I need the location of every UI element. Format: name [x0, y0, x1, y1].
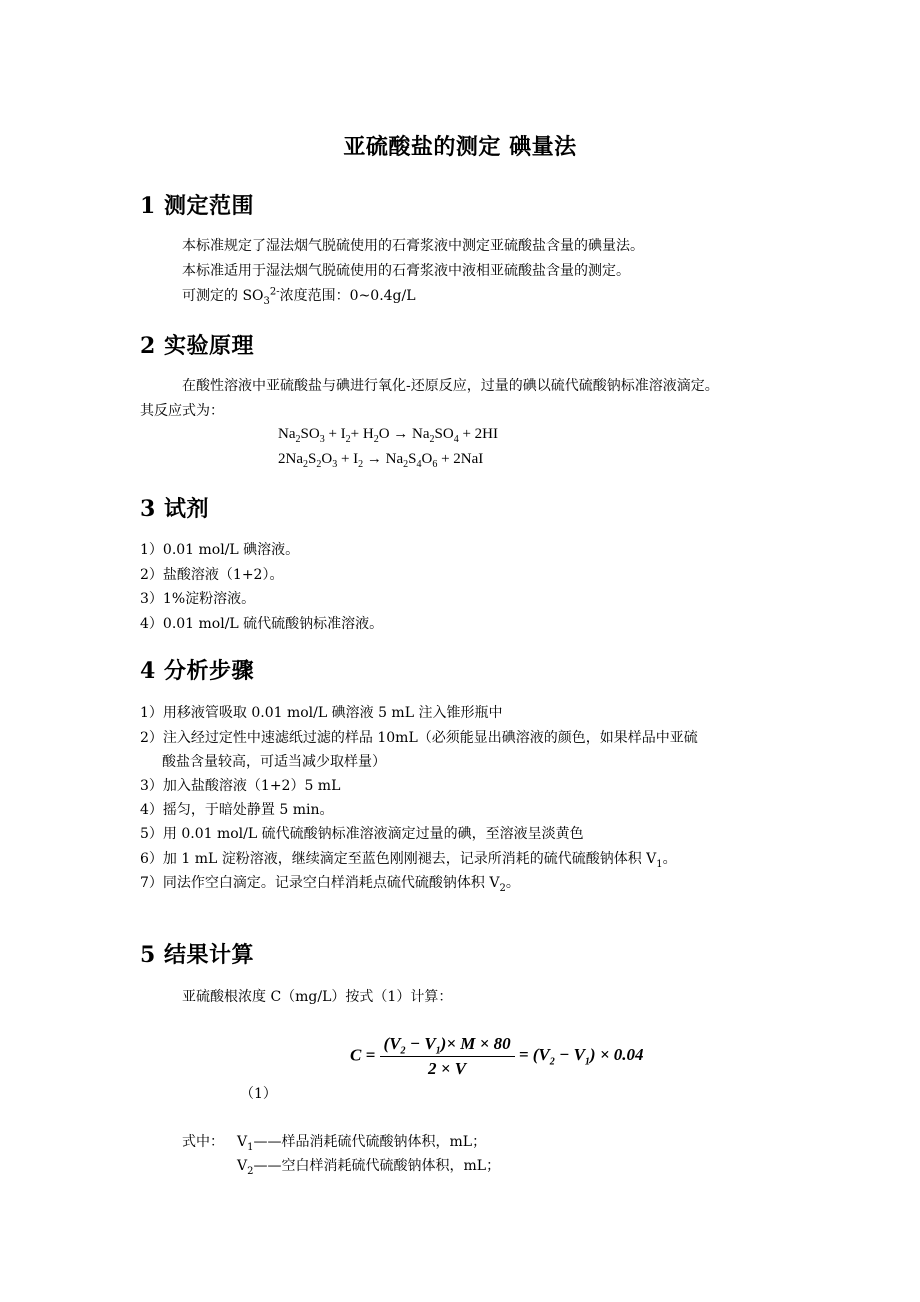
procedure-step-4: 4）摇匀，于暗处静置 5 min。 — [140, 802, 334, 818]
reaction-equation-2: $2Na_2S_2O_3 + I_2 \to Na_2S_4O_6 + 2NaI$ — [278, 451, 484, 470]
procedure-step-3: 3）加入盐酸溶液（1+2）5 mL — [140, 778, 341, 794]
section-heading-principle: 2 实验原理 — [140, 333, 254, 359]
section-heading-calculation: 5 结果计算 — [140, 942, 254, 968]
reaction-equation-1: $Na_2SO_3 + I_2+ H_2O \to Na_2SO_4 + 2HI$ — [278, 426, 499, 445]
equation-number: （1） — [240, 1086, 277, 1102]
principle-text-a: 在酸性溶液中亚硫酸盐与碘进行氧化-还原反应，过量的碘以硫代硫酸钠标准溶液滴定。 — [182, 378, 719, 394]
reagent-item: 1）0.01 mol/L 碘溶液。 — [140, 542, 300, 558]
procedure-step-2: 2）注入经过定性中速滤纸过滤的样品 10mL（必须能显出碘溶液的颜色，如果样品中亚硫 — [140, 730, 698, 746]
reagent-item: 2）盐酸溶液（1+2）。 — [140, 567, 284, 583]
reagent-item: 4）0.01 mol/L 硫代硫酸钠标准溶液。 — [140, 616, 384, 632]
procedure-step-6: 6）加 1 mL 淀粉溶液，继续滴定至蓝色刚刚褪去，记录所消耗的硫代硫酸钠体积 $V_1$。 — [140, 851, 677, 870]
procedure-step-2-continued: 酸盐含量较高，可适当减少取样量） — [162, 754, 386, 770]
where-label: 式中： — [182, 1134, 224, 1150]
section-heading-procedure: 4 分析步骤 — [140, 658, 254, 684]
document-title: 亚硫酸盐的测定 碘量法 — [343, 134, 577, 160]
calculation-intro: 亚硫酸根浓度 C（mg/L）按式（1）计算： — [182, 989, 453, 1005]
concentration-formula: C = $\frac{(V_2 - V_1)\times M \times 80}{2 \times V}$ = $(V_2 - V_1) \times 0.04$ — [350, 1034, 644, 1078]
scope-line-3: 可测定的 $SO_3^{2-}$浓度范围：0~0.4g/L — [182, 286, 416, 307]
section-heading-scope: 1 测定范围 — [140, 193, 254, 219]
formula-denominator: 2 × V — [428, 1059, 467, 1078]
procedure-step-7: 7）同法作空白滴定。记录空白样消耗点硫代硫酸钠体积 $V_2$。 — [140, 875, 520, 894]
formula-fraction — [380, 1034, 515, 1079]
formula-rhs: = $(V_2 - V_1) \times 0.04$ — [518, 1045, 644, 1068]
scope-line-1: 本标准规定了湿法烟气脱硫使用的石膏浆液中测定亚硫酸盐含量的碘量法。 — [182, 238, 644, 254]
reagent-item: 3）1%淀粉溶液。 — [140, 591, 256, 607]
formula-numerator: $(V_2 - V_1)\times M \times 80$ — [380, 1034, 515, 1057]
procedure-step-1: 1）用移液管吸取 0.01 mol/L 碘溶液 5 mL 注入锥形瓶中 — [140, 705, 503, 721]
procedure-step-5: 5）用 0.01 mol/L 硫代硫酸钠标准溶液滴定过量的碘，至溶液呈淡黄色 — [140, 826, 584, 842]
scope-line-2: 本标准适用于湿法烟气脱硫使用的石膏浆液中液相亚硫酸盐含量的测定。 — [182, 263, 630, 279]
principle-text-b: 其反应式为： — [140, 403, 224, 419]
section-heading-reagents: 3 试剂 — [140, 496, 209, 522]
variable-v1-definition: $V_1——$样品消耗硫代硫酸钠体积，mL； — [237, 1134, 487, 1153]
variable-v2-definition: $V_2——$空白样消耗硫代硫酸钠体积，mL； — [237, 1158, 501, 1177]
